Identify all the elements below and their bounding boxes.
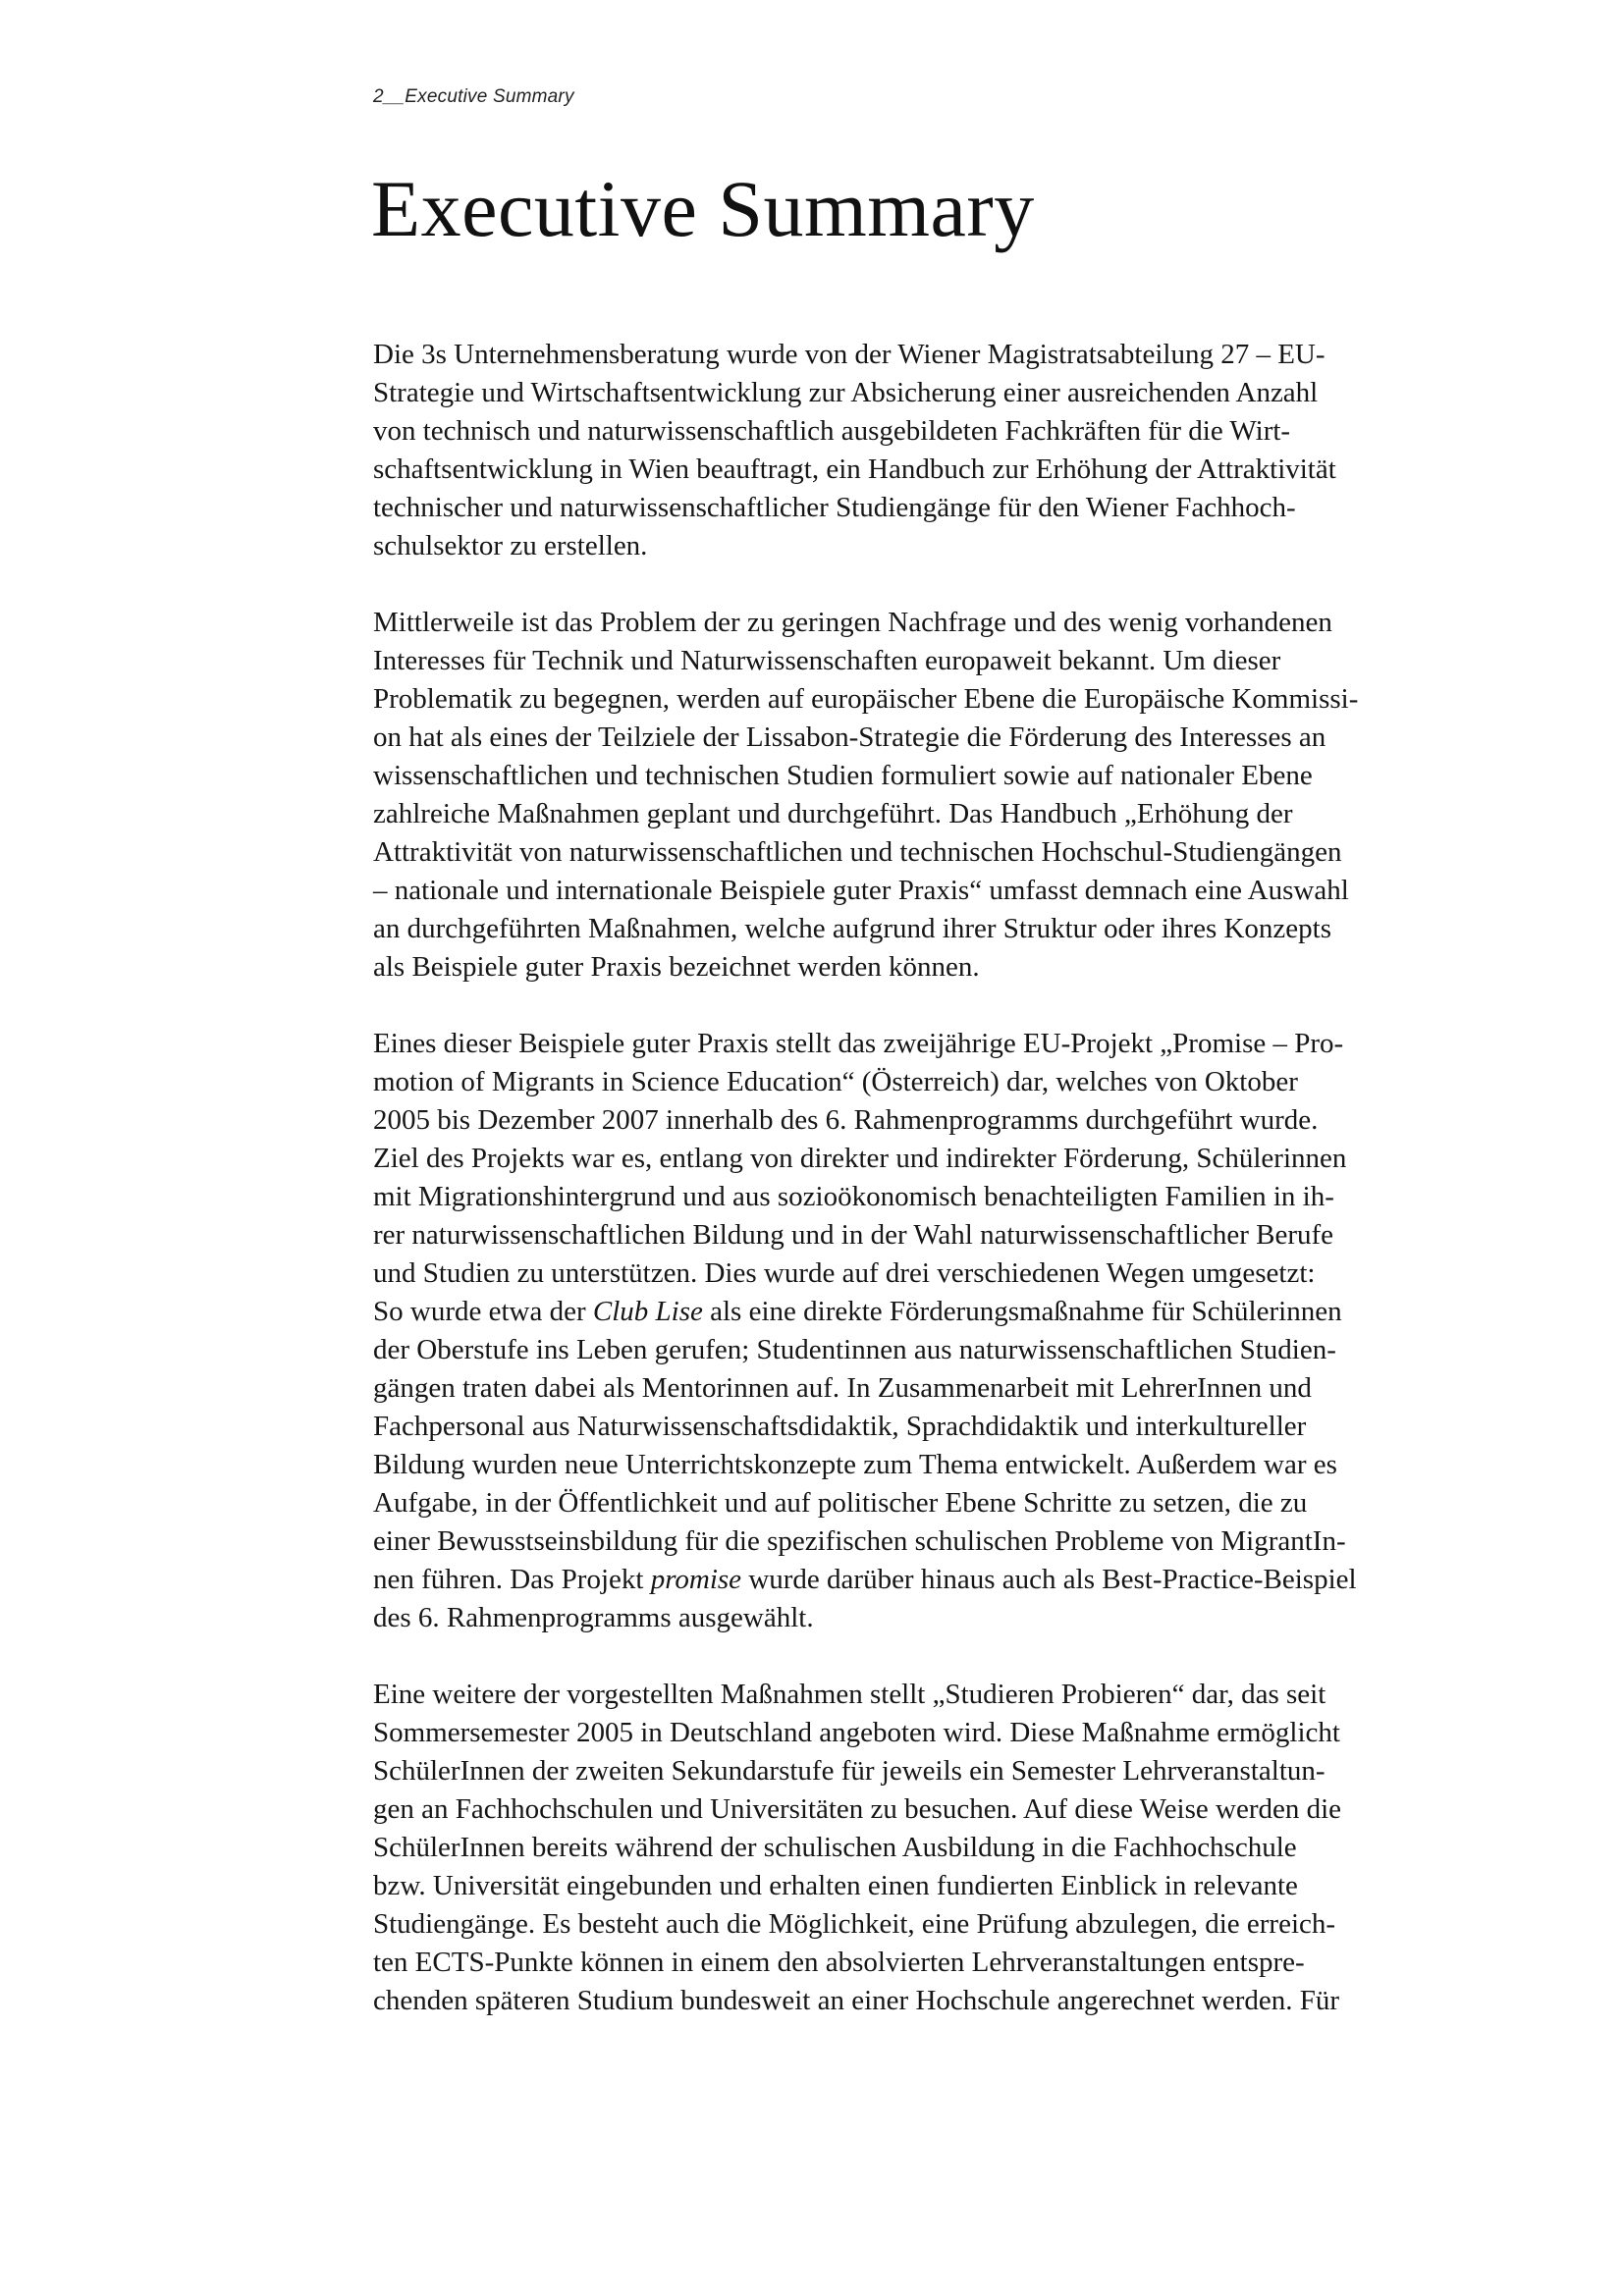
body-text — [373, 336, 1453, 2058]
text-line: Die 3s Unternehmensberatung wurde von der Wiener Magistratsabteilung 27 – EU- — [373, 339, 1325, 370]
text-line: und Studien zu unterstützen. Dies wurde auf drei verschiedenen Wegen umgesetzt: — [373, 1257, 1316, 1289]
text-line: motion of Migrants in Science Education“ (Österreich) dar, welches von Oktober — [373, 1066, 1298, 1097]
text-line: gen an Fachhochschulen und Universitäten zu besuchen. Auf diese Weise werden die — [373, 1793, 1342, 1825]
text-line: rer naturwissenschaftlichen Bildung und in der Wahl naturwissenschaftlicher Berufe — [373, 1219, 1333, 1251]
text-line: Problematik zu begegnen, werden auf europäischer Ebene die Europäische Kommissi- — [373, 683, 1359, 715]
text-line: SchülerInnen bereits während der schulischen Ausbildung in die Fachhochschule — [373, 1832, 1297, 1863]
text-line: on hat als eines der Teilziele der Lissabon-Strategie die Förderung des Interesses an — [373, 721, 1326, 753]
text-line: Ziel des Projekts war es, entlang von direkter und indirekter Förderung, Schülerinnen — [373, 1143, 1347, 1174]
text-line: schaftsentwicklung in Wien beauftragt, ein Handbuch zur Erhöhung der Attraktivität — [373, 454, 1336, 485]
text-line: – nationale und internationale Beispiele guter Praxis“ umfasst demnach eine Auswahl — [373, 875, 1349, 906]
text-line: Sommersemester 2005 in Deutschland angeboten wird. Diese Maßnahme ermöglicht — [373, 1717, 1340, 1748]
paragraph-4 — [373, 1676, 1453, 2020]
text-line: Eines dieser Beispiele guter Praxis stellt das zweijährige EU-Projekt „Promise – Pro- — [373, 1028, 1344, 1059]
running-header: 2__Executive Summary — [373, 86, 574, 107]
text-line: einer Bewusstseinsbildung für die spezifischen schulischen Probleme von MigrantIn- — [373, 1525, 1346, 1557]
text-line: zahlreiche Maßnahmen geplant und durchgeführt. Das Handbuch „Erhöhung der — [373, 798, 1293, 829]
text-line: Bildung wurden neue Unterrichtskonzepte zum Thema entwickelt. Außerdem war es — [373, 1449, 1337, 1480]
text-line: gängen traten dabei als Mentorinnen auf. In Zusammenarbeit mit LehrerInnen und — [373, 1372, 1312, 1404]
text-line: Fachpersonal aus Naturwissenschaftsdidaktik, Sprachdidaktik und interkultureller — [373, 1411, 1307, 1442]
text-line: 2005 bis Dezember 2007 innerhalb des 6. Rahmenprogramms durchgeführt wurde. — [373, 1104, 1319, 1136]
text-line: Strategie und Wirtschaftsentwicklung zur Absicherung einer ausreichenden Anzahl — [373, 377, 1319, 408]
text-line: Attraktivität von naturwissenschaftlichen und technischen Hochschul-Studiengängen — [373, 836, 1342, 868]
text-line: Eine weitere der vorgestellten Maßnahmen stellt „Studieren Probieren“ dar, das seit — [373, 1679, 1326, 1710]
text-line: Mittlerweile ist das Problem der zu geringen Nachfrage und des wenig vorhandenen — [373, 607, 1332, 638]
text-line: des 6. Rahmenprogramms ausgewählt. — [373, 1602, 814, 1633]
text-line: schulsektor zu erstellen. — [373, 530, 648, 561]
text-line: der Oberstufe ins Leben gerufen; Studentinnen aus naturwissenschaftlichen Studien- — [373, 1334, 1336, 1365]
text-line: wissenschaftlichen und technischen Studien formuliert sowie auf nationaler Ebene — [373, 760, 1313, 791]
text-line: Studiengänge. Es besteht auch die Möglichkeit, eine Prüfung abzulegen, die erreich- — [373, 1908, 1336, 1940]
text-line: nen führen. Das Projekt promise wurde darüber hinaus auch als Best-Practice-Beispiel — [373, 1564, 1357, 1595]
text-line: SchülerInnen der zweiten Sekundarstufe für jeweils ein Semester Lehrveranstaltun- — [373, 1755, 1325, 1787]
paragraph-1 — [373, 336, 1453, 565]
text-line: als Beispiele guter Praxis bezeichnet werden können. — [373, 951, 980, 983]
paragraph-3 — [373, 1025, 1453, 1637]
text-line: ten ECTS-Punkte können in einem den absolvierten Lehrveranstaltungen entspre- — [373, 1947, 1305, 1978]
text-line: Aufgabe, in der Öffentlichkeit und auf politischer Ebene Schritte zu setzen, die zu — [373, 1487, 1308, 1519]
text-line: So wurde etwa der Club Lise als eine direkte Förderungsmaßnahme für Schülerinnen — [373, 1296, 1342, 1327]
text-line: Interesses für Technik und Naturwissenschaften europaweit bekannt. Um dieser — [373, 645, 1281, 676]
page-title: Executive Summary — [371, 164, 1035, 253]
paragraph-2 — [373, 604, 1453, 987]
text-line: von technisch und naturwissenschaftlich ausgebildeten Fachkräften für die Wirt- — [373, 415, 1291, 447]
text-line: bzw. Universität eingebunden und erhalten einen fundierten Einblick in relevante — [373, 1870, 1298, 1901]
text-line: an durchgeführten Maßnahmen, welche aufgrund ihrer Struktur oder ihres Konzepts — [373, 913, 1332, 944]
text-line: mit Migrationshintergrund und aus sozioökonomisch benachteiligten Familien in ih- — [373, 1181, 1334, 1212]
text-line: chenden späteren Studium bundesweit an einer Hochschule angerechnet werden. Für — [373, 1985, 1340, 2016]
text-line: technischer und naturwissenschaftlicher Studiengänge für den Wiener Fachhoch- — [373, 492, 1296, 523]
